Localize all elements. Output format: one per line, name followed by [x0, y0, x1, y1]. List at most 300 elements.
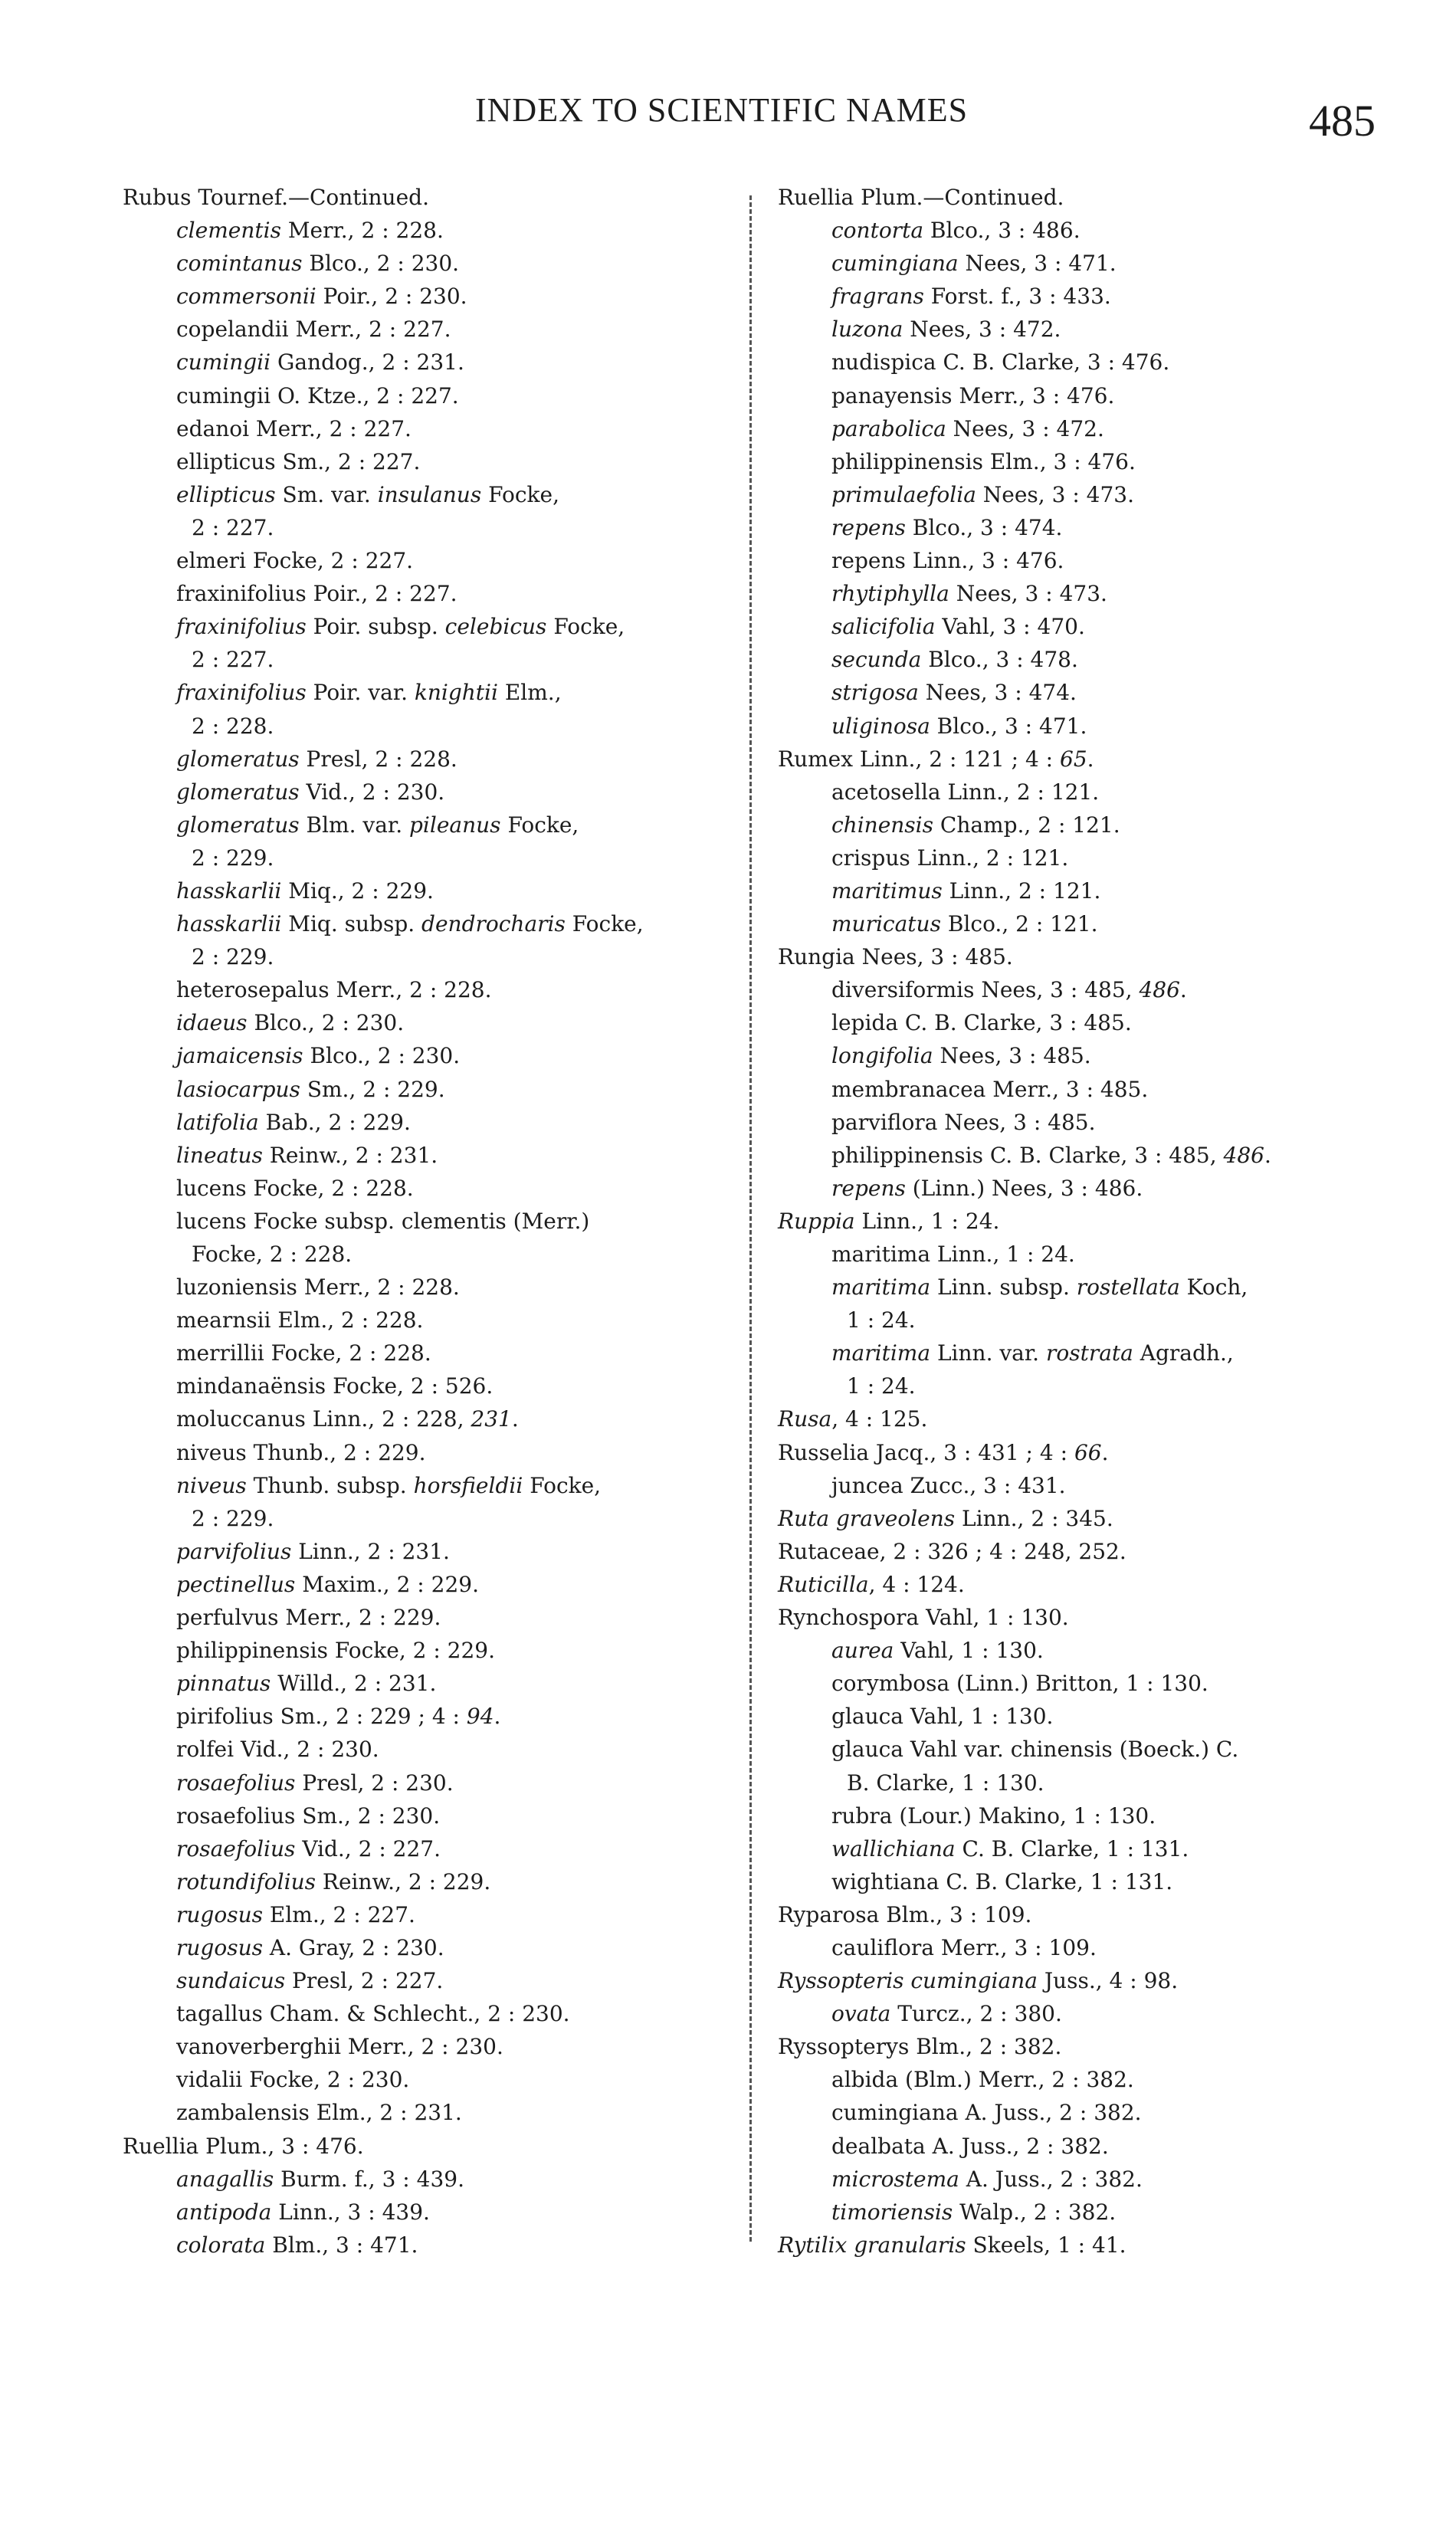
entry-text: luzoniensis Merr., 2 : 228.: [176, 1274, 460, 1301]
entry-text: wightiana C. B. Clarke, 1 : 131.: [831, 1868, 1173, 1894]
index-subentry: [123, 2096, 720, 2129]
index-subentry: [123, 907, 720, 973]
italic-name: pinnatus: [176, 1671, 271, 1697]
italic-name: Ruta graveolens: [778, 1505, 956, 1531]
entry-text: A. Juss., 2 : 382.: [959, 2166, 1143, 2192]
index-subentry: [123, 1964, 720, 1997]
index-subentry: [778, 1931, 1383, 1964]
index-subentry: [123, 1172, 720, 1205]
italic-name: Ruticilla: [778, 1571, 869, 1597]
index-subentry: [123, 776, 720, 809]
entry-text: C. B. Clarke, 1 : 131.: [955, 1835, 1189, 1861]
italic-name: maritima: [831, 1340, 931, 1366]
entry-text: cumingii O. Ktze., 2 : 227.: [176, 382, 459, 408]
index-subentry: [778, 1832, 1383, 1865]
entry-text: glauca Vahl var. chinensis (Boeck.) C.: [831, 1737, 1239, 1763]
entry-text: dealbata A. Juss., 2 : 382.: [831, 2133, 1109, 2159]
italic-name: horsfieldii: [413, 1472, 523, 1498]
entry-text: Rumex Linn., 2 : 121 ; 4 :: [778, 746, 1061, 772]
index-subentry: [123, 445, 720, 478]
index-subentry: [778, 676, 1383, 709]
index-subentry: [123, 1799, 720, 1832]
entry-text: .: [1101, 1439, 1109, 1465]
index-genus-entry: [778, 2229, 1383, 2262]
entry-text: Miq. subsp.: [281, 911, 422, 937]
index-subentry: [123, 1898, 720, 1931]
entry-text: Rubus Tournef.—Continued.: [123, 185, 429, 210]
index-subentry: [123, 346, 720, 379]
index-subentry: [123, 1634, 720, 1667]
entry-text: lepida C. B. Clarke, 3 : 485.: [831, 1010, 1132, 1036]
italic-name: clementis: [176, 218, 281, 244]
entry-text: rubra (Lour.) Makino, 1 : 130.: [831, 1802, 1156, 1829]
entry-text: cauliflora Merr., 3 : 109.: [831, 1934, 1097, 1960]
index-subentry: [778, 2096, 1383, 2129]
index-subentry: [123, 478, 720, 544]
entry-text: merrillii Focke, 2 : 228.: [176, 1340, 431, 1366]
index-subentry: [778, 1997, 1383, 2030]
entry-text: Bab., 2 : 229.: [258, 1109, 411, 1135]
entry-text: Linn., 2 : 345.: [955, 1505, 1113, 1531]
entry-continuation: 2 : 229.: [192, 944, 274, 970]
index-genus-entry: [778, 1402, 1383, 1435]
entry-text: moluccanus Linn., 2 : 228,: [176, 1406, 471, 1432]
index-genus-entry: [778, 1964, 1383, 1997]
index-genus-entry: [778, 1436, 1383, 1469]
index-subentry: [778, 874, 1383, 907]
italic-name: niveus: [176, 1472, 247, 1498]
index-subentry: [123, 1568, 720, 1601]
italic-name: celebicus: [444, 614, 547, 640]
italic-name: 231: [471, 1406, 512, 1432]
index-genus-entry: [778, 1898, 1383, 1931]
index-subentry: [123, 544, 720, 577]
page-number: 485: [1309, 96, 1376, 146]
entry-text: Nees, 3 : 471.: [958, 251, 1117, 277]
entry-text: Nees, 3 : 472.: [903, 317, 1061, 343]
italic-name: timoriensis: [831, 2199, 953, 2225]
italic-name: rosaefolius: [176, 1770, 296, 1796]
italic-name: parabolica: [831, 415, 946, 441]
index-genus-entry: [778, 1205, 1383, 1238]
entry-text: mearnsii Elm., 2 : 228.: [176, 1307, 424, 1333]
entry-text: Poir. var.: [306, 680, 415, 706]
italic-name: Rytilix granularis: [778, 2232, 966, 2258]
index-subentry: [778, 313, 1383, 346]
index-subentry: [778, 2063, 1383, 2096]
entry-text: corymbosa (Linn.) Britton, 1 : 130.: [831, 1671, 1208, 1697]
index-subentry: [778, 841, 1383, 874]
index-subentry: [778, 1271, 1383, 1337]
italic-name: insulanus: [377, 481, 482, 507]
italic-name: comintanus: [176, 251, 303, 277]
index-genus-entry: [778, 1568, 1383, 1601]
entry-text: Ruellia Plum.—Continued.: [778, 185, 1064, 210]
entry-text: .: [1264, 1142, 1271, 1168]
entry-text: fraxinifolius Poir., 2 : 227.: [176, 581, 457, 607]
index-subentry: [123, 1106, 720, 1139]
index-subentry: [123, 809, 720, 874]
entry-text: Rutaceae, 2 : 326 ; 4 : 248, 252.: [778, 1538, 1126, 1564]
index-subentry: [123, 1304, 720, 1337]
index-subentry: [778, 1039, 1383, 1072]
entry-text: Ryparosa Blm., 3 : 109.: [778, 1901, 1032, 1927]
italic-name: 486: [1139, 977, 1180, 1003]
entry-text: elmeri Focke, 2 : 227.: [176, 548, 414, 574]
italic-name: repens: [831, 1175, 906, 1201]
entry-text: Ryssopterys Blm., 2 : 382.: [778, 2034, 1062, 2060]
entry-text: Elm., 2 : 227.: [262, 1901, 415, 1927]
index-genus-entry: [778, 1601, 1383, 1634]
italic-name: cumingiana: [831, 251, 959, 277]
entry-text: Poir., 2 : 230.: [316, 284, 467, 310]
index-subentry: [778, 577, 1383, 610]
index-subentry: [123, 1865, 720, 1898]
italic-name: knightii: [414, 680, 498, 706]
entry-text: perfulvus Merr., 2 : 229.: [176, 1605, 441, 1631]
entry-text: Koch,: [1179, 1274, 1248, 1301]
index-subentry: [123, 1733, 720, 1766]
entry-text: Focke,: [481, 481, 559, 507]
index-subentry: [778, 1337, 1383, 1402]
index-subentry: [123, 577, 720, 610]
entry-continuation: 2 : 229.: [192, 1505, 274, 1531]
entry-text: Focke,: [500, 812, 579, 838]
italic-name: 94: [466, 1704, 494, 1730]
entry-text: Focke,: [523, 1472, 602, 1498]
entry-text: Nees, 3 : 474.: [918, 680, 1077, 706]
index-subentry: [123, 1402, 720, 1435]
index-subentry: [778, 907, 1383, 940]
index-subentry: [123, 379, 720, 412]
index-subentry: [778, 544, 1383, 577]
index-genus-entry: [778, 743, 1383, 776]
index-subentry: [778, 1106, 1383, 1139]
entry-continuation: 2 : 228.: [192, 713, 274, 739]
entry-text: Maxim., 2 : 229.: [295, 1571, 479, 1597]
entry-text: Blco., 3 : 486.: [923, 218, 1081, 244]
entry-text: Thunb. subsp.: [246, 1472, 414, 1498]
entry-text: Nees, 3 : 485.: [933, 1043, 1091, 1069]
entry-text: Rungia Nees, 3 : 485.: [778, 944, 1013, 970]
entry-text: Willd., 2 : 231.: [271, 1671, 437, 1697]
entry-text: Blm., 3 : 471.: [265, 2232, 418, 2258]
italic-name: glomeratus: [176, 812, 300, 838]
italic-name: rugosus: [176, 1934, 263, 1960]
italic-name: repens: [831, 514, 906, 540]
entry-text: Linn., 2 : 121.: [942, 877, 1101, 904]
italic-name: Ruppia: [778, 1208, 855, 1234]
index-subentry: [123, 280, 720, 313]
entry-text: Linn., 2 : 231.: [291, 1538, 450, 1564]
italic-name: 65: [1060, 746, 1087, 772]
italic-name: maritimus: [831, 877, 943, 904]
index-genus-entry: [778, 181, 1383, 214]
entry-text: Blco., 2 : 230.: [302, 251, 460, 277]
index-subentry: [778, 1667, 1383, 1700]
entry-text: Linn., 3 : 439.: [271, 2199, 430, 2225]
italic-name: fraxinifolius: [176, 680, 307, 706]
entry-text: vanoverberghii Merr., 2 : 230.: [176, 2034, 503, 2060]
entry-text: Blco., 3 : 474.: [905, 514, 1063, 540]
entry-text: Merr., 2 : 228.: [280, 218, 444, 244]
italic-name: parvifolius: [176, 1538, 292, 1564]
entry-text: Skeels, 1 : 41.: [966, 2232, 1126, 2258]
index-subentry: [123, 412, 720, 445]
italic-name: glomeratus: [176, 746, 300, 772]
index-subentry: [778, 445, 1383, 478]
index-subentry: [123, 610, 720, 676]
italic-name: aurea: [831, 1638, 894, 1664]
entry-text: Presl, 2 : 230.: [295, 1770, 454, 1796]
italic-name: rhytiphylla: [831, 581, 949, 607]
column-divider: [749, 195, 752, 2242]
index-subentry: [778, 379, 1383, 412]
entry-text: Turcz., 2 : 380.: [890, 2001, 1062, 2027]
index-subentry: [778, 1634, 1383, 1667]
entry-text: Blco., 3 : 478.: [921, 647, 1078, 673]
entry-text: Ruellia Plum., 3 : 476.: [123, 2133, 364, 2159]
entry-text: mindanaënsis Focke, 2 : 526.: [176, 1373, 494, 1399]
index-subentry: [123, 1832, 720, 1865]
entry-text: Blco., 2 : 230.: [247, 1010, 405, 1036]
entry-text: .: [511, 1406, 519, 1432]
entry-continuation: 2 : 227.: [192, 514, 274, 540]
index-subentry: [123, 1205, 720, 1271]
entry-text: Miq., 2 : 229.: [281, 877, 434, 904]
entry-text: ellipticus Sm., 2 : 227.: [176, 448, 421, 474]
index-subentry: [123, 676, 720, 742]
entry-text: Vid., 2 : 230.: [299, 779, 445, 805]
entry-text: Rynchospora Vahl, 1 : 130.: [778, 1605, 1069, 1631]
italic-name: latifolia: [176, 1109, 259, 1135]
italic-name: rotundifolius: [176, 1868, 316, 1894]
index-subentry: [123, 2063, 720, 2096]
index-subentry: [123, 743, 720, 776]
entry-text: Focke,: [565, 911, 644, 937]
entry-text: Presl, 2 : 228.: [299, 746, 457, 772]
index-column-right: [778, 181, 1383, 2262]
index-subentry: [123, 2196, 720, 2229]
italic-name: idaeus: [176, 1010, 248, 1036]
italic-name: rostellata: [1076, 1274, 1180, 1301]
italic-name: commersonii: [176, 284, 316, 310]
entry-text: Nees, 3 : 473.: [949, 581, 1107, 607]
entry-text: Blm. var.: [299, 812, 409, 838]
index-subentry: [123, 2229, 720, 2262]
entry-text: Vahl, 1 : 130.: [894, 1638, 1044, 1664]
italic-name: dendrocharis: [421, 911, 566, 937]
italic-name: 486: [1223, 1142, 1264, 1168]
index-subentry: [778, 1172, 1383, 1205]
entry-text: Linn. var.: [930, 1340, 1046, 1366]
entry-text: Nees, 3 : 473.: [976, 481, 1134, 507]
index-subentry: [123, 1369, 720, 1402]
index-subentry: [123, 1436, 720, 1469]
entry-text: acetosella Linn., 2 : 121.: [831, 779, 1100, 805]
index-subentry: [778, 1865, 1383, 1898]
entry-text: crispus Linn., 2 : 121.: [831, 845, 1069, 871]
entry-continuation: Focke, 2 : 228.: [192, 1242, 353, 1267]
entry-text: .: [1087, 746, 1094, 772]
index-subentry: [123, 247, 720, 280]
index-subentry: [778, 610, 1383, 643]
entry-text: heterosepalus Merr., 2 : 228.: [176, 977, 492, 1003]
italic-name: 66: [1074, 1439, 1102, 1465]
index-subentry: [123, 1271, 720, 1304]
index-subentry: [123, 1601, 720, 1634]
index-subentry: [123, 874, 720, 907]
index-subentry: [123, 2030, 720, 2063]
entry-text: philippinensis Focke, 2 : 229.: [176, 1638, 496, 1664]
entry-text: cumingiana A. Juss., 2 : 382.: [831, 2100, 1142, 2126]
index-subentry: [778, 280, 1383, 313]
entry-text: Sm., 2 : 229.: [300, 1076, 445, 1102]
entry-text: Champ., 2 : 121.: [933, 812, 1120, 838]
index-subentry: [123, 1700, 720, 1733]
index-subentry: [123, 1073, 720, 1106]
italic-name: antipoda: [176, 2199, 272, 2225]
index-subentry: [123, 1997, 720, 2030]
entry-text: .: [1179, 977, 1187, 1003]
italic-name: microstema: [831, 2166, 959, 2192]
italic-name: muricatus: [831, 911, 941, 937]
entry-text: edanoi Merr., 2 : 227.: [176, 415, 412, 441]
entry-text: Linn. subsp.: [930, 1274, 1077, 1301]
italic-name: ellipticus: [176, 481, 276, 507]
entry-text: maritima Linn., 1 : 24.: [831, 1242, 1075, 1267]
index-subentry: [778, 2130, 1383, 2163]
index-subentry: [778, 346, 1383, 379]
index-subentry: [778, 2163, 1383, 2196]
italic-name: anagallis: [176, 2166, 274, 2192]
index-subentry: [778, 643, 1383, 676]
italic-name: chinensis: [831, 812, 933, 838]
index-subentry: [778, 478, 1383, 511]
entry-text: Vid., 2 : 227.: [295, 1835, 441, 1861]
index-subentry: [123, 1469, 720, 1535]
entry-text: Burm. f., 3 : 439.: [274, 2166, 464, 2192]
entry-text: glauca Vahl, 1 : 130.: [831, 1704, 1054, 1730]
index-subentry: [778, 973, 1383, 1006]
entry-text: membranacea Merr., 3 : 485.: [831, 1076, 1149, 1102]
italic-name: lasiocarpus: [176, 1076, 300, 1102]
entry-text: tagallus Cham. & Schlecht., 2 : 230.: [176, 2001, 570, 2027]
entry-continuation: 2 : 229.: [192, 845, 274, 871]
entry-text: , 4 : 125.: [831, 1406, 928, 1432]
entry-text: Blco., 3 : 471.: [930, 713, 1087, 739]
index-subentry: [778, 809, 1383, 841]
italic-name: rugosus: [176, 1901, 263, 1927]
index-genus-entry: [778, 1535, 1383, 1568]
entry-text: vidalii Focke, 2 : 230.: [176, 2067, 410, 2093]
entry-text: Focke,: [546, 614, 625, 640]
entry-text: niveus Thunb., 2 : 229.: [176, 1439, 426, 1465]
index-subentry: [778, 1238, 1383, 1271]
index-subentry: [123, 214, 720, 247]
index-genus-entry: [778, 2030, 1383, 2063]
entry-text: Reinw., 2 : 231.: [262, 1142, 438, 1168]
italic-name: pectinellus: [176, 1571, 296, 1597]
index-genus-entry: [778, 1502, 1383, 1535]
index-subentry: [778, 1733, 1383, 1799]
italic-name: uliginosa: [831, 713, 930, 739]
entry-continuation: 2 : 227.: [192, 647, 274, 673]
entry-text: panayensis Merr., 3 : 476.: [831, 382, 1115, 408]
entry-text: lucens Focke subsp. clementis (Merr.): [176, 1208, 590, 1234]
entry-text: zambalensis Elm., 2 : 231.: [176, 2100, 462, 2126]
entry-text: .: [494, 1704, 501, 1730]
index-subentry: [123, 1039, 720, 1072]
index-subentry: [778, 1700, 1383, 1733]
entry-text: lucens Focke, 2 : 228.: [176, 1175, 414, 1201]
index-subentry: [778, 776, 1383, 809]
entry-text: philippinensis Elm., 3 : 476.: [831, 448, 1136, 474]
italic-name: rostrata: [1045, 1340, 1133, 1366]
index-subentry: [123, 1337, 720, 1369]
italic-name: jamaicensis: [176, 1043, 303, 1069]
entry-text: Reinw., 2 : 229.: [315, 1868, 491, 1894]
index-subentry: [778, 2196, 1383, 2229]
index-subentry: [123, 313, 720, 346]
italic-name: luzona: [831, 317, 903, 343]
italic-name: colorata: [176, 2232, 266, 2258]
index-subentry: [123, 1535, 720, 1568]
index-column-left: [123, 181, 720, 2262]
index-genus-entry: [778, 940, 1383, 973]
entry-text: repens Linn., 3 : 476.: [831, 548, 1064, 574]
italic-name: salicifolia: [831, 614, 936, 640]
italic-name: secunda: [831, 647, 922, 673]
entry-text: pirifolius Sm., 2 : 229 ; 4 :: [176, 1704, 467, 1730]
index-subentry: [778, 710, 1383, 743]
italic-name: lineatus: [176, 1142, 263, 1168]
index-subentry: [123, 1931, 720, 1964]
entry-text: rolfei Vid., 2 : 230.: [176, 1737, 379, 1763]
italic-name: primulaefolia: [831, 481, 976, 507]
entry-text: Sm. var.: [275, 481, 378, 507]
italic-name: cumingii: [176, 349, 271, 376]
entry-text: Poir. subsp.: [306, 614, 445, 640]
italic-name: maritima: [831, 1274, 931, 1301]
entry-continuation: B. Clarke, 1 : 130.: [847, 1770, 1044, 1796]
italic-name: Rusa: [778, 1406, 832, 1432]
index-subentry: [778, 214, 1383, 247]
entry-text: Elm.,: [497, 680, 562, 706]
entry-text: Blco., 2 : 230.: [303, 1043, 461, 1069]
entry-text: Agradh.,: [1133, 1340, 1234, 1366]
entry-text: Walp., 2 : 382.: [953, 2199, 1117, 2225]
index-subentry: [123, 1766, 720, 1799]
italic-name: pileanus: [409, 812, 501, 838]
entry-text: Forst. f., 3 : 433.: [923, 284, 1111, 310]
index-subentry: [778, 412, 1383, 445]
italic-name: fraxinifolius: [176, 614, 307, 640]
italic-name: fragrans: [831, 284, 924, 310]
entry-text: juncea Zucc., 3 : 431.: [831, 1472, 1066, 1498]
index-subentry: [123, 973, 720, 1006]
entry-text: Presl, 2 : 227.: [285, 1968, 444, 1994]
entry-continuation: 1 : 24.: [847, 1373, 916, 1399]
italic-name: longifolia: [831, 1043, 933, 1069]
entry-text: , 4 : 124.: [868, 1571, 965, 1597]
italic-name: Ryssopteris cumingiana: [778, 1968, 1038, 1994]
italic-name: ovata: [831, 2001, 891, 2027]
entry-text: rosaefolius Sm., 2 : 230.: [176, 1802, 441, 1829]
entry-text: Nees, 3 : 472.: [946, 415, 1104, 441]
index-genus-entry: [123, 181, 720, 214]
index-genus-entry: [123, 2130, 720, 2163]
